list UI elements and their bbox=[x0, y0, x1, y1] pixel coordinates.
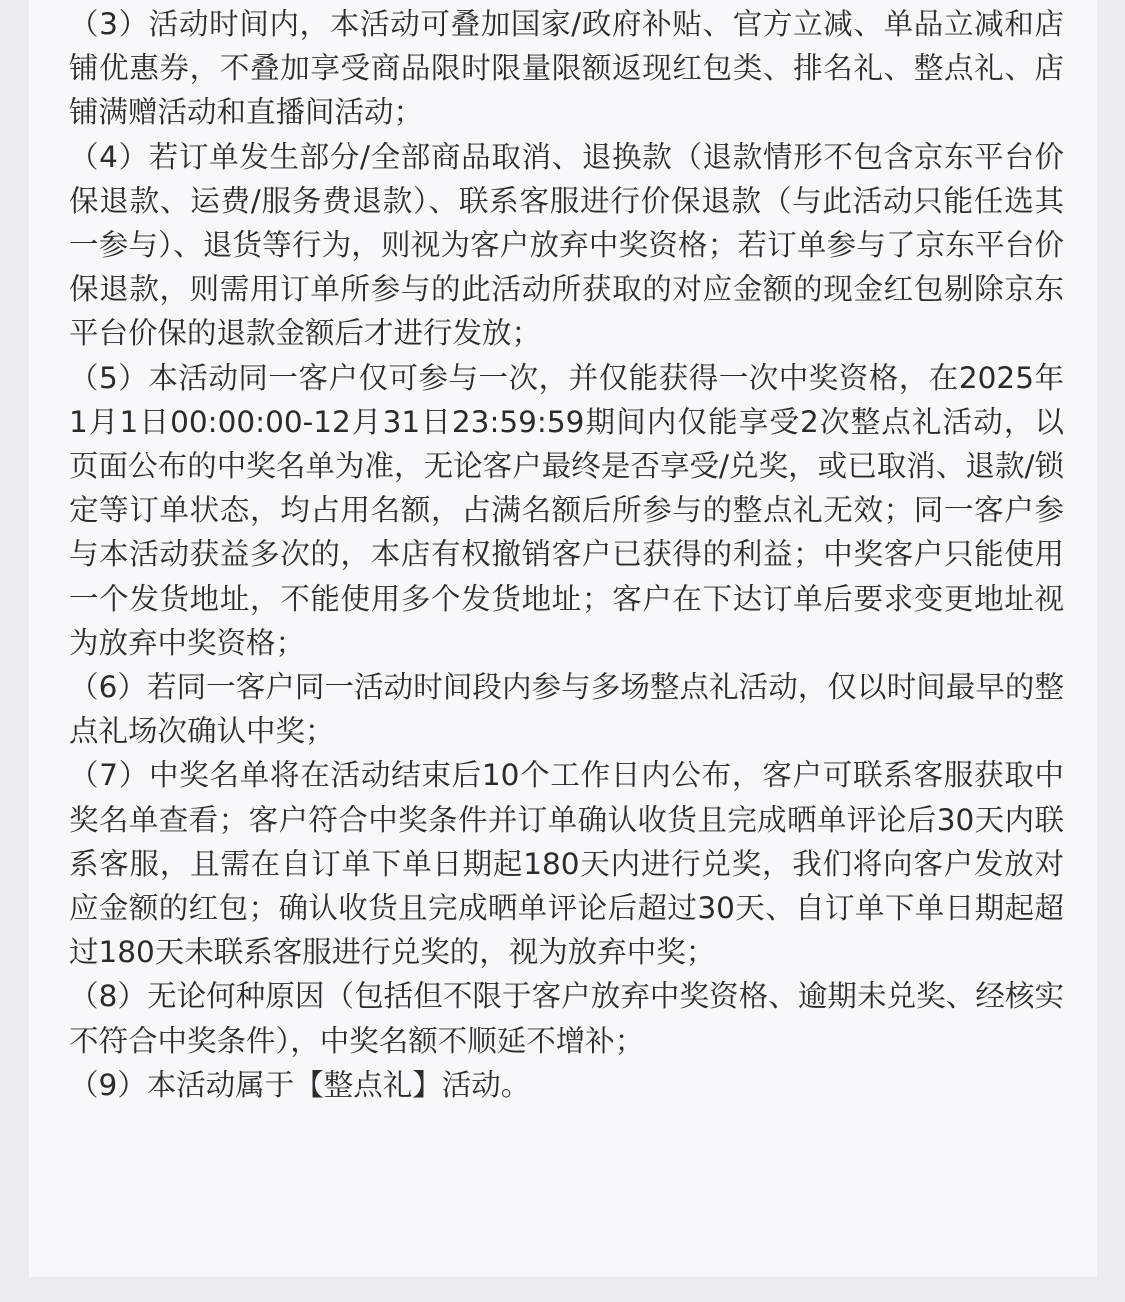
rule-item-8: （8）无论何种原因（包括但不限于客户放弃中奖资格、逾期未兑奖、经核实不符合中奖条件），中奖名额不顺延不增补； bbox=[69, 979, 1064, 1058]
rule-item-7: （7）中奖名单将在活动结束后10个工作日内公布，客户可联系客服获取中奖名单查看；客户符合中奖条件并订单确认收货且完成晒单评论后30天内联系客服，且需在自订单下单日期起180天内进行兑奖，我们将向客户发放对应金额的红包；确认收货且完成晒单评论后超过30天、自订单下单日期起超过180天未联系客服进行兑奖的，视为放弃中奖； bbox=[69, 758, 1064, 970]
rule-item-9: （9）本活动属于【整点礼】活动。 bbox=[69, 1067, 531, 1102]
rule-item-3: （3）活动时间内，本活动可叠加国家/政府补贴、官方立减、单品立减和店铺优惠券，不叠加享受商品限时限量限额返现红包类、排名礼、整点礼、店铺满赠活动和直播间活动； bbox=[69, 7, 1064, 130]
rule-item-6: （6）若同一客户同一活动时间段内参与多场整点礼活动，仅以时间最早的整点礼场次确认中奖； bbox=[69, 670, 1064, 749]
rules-card bbox=[29, 0, 1097, 1277]
rule-item-4: （4）若订单发生部分/全部商品取消、退换款（退款情形不包含京东平台价保退款、运费/服务费退款）、联系客服进行价保退款（与此活动只能任选其一参与）、退货等行为，则视为客户放弃中奖资格；若订单参与了京东平台价保退款，则需用订单所参与的此活动所获取的对应金额的现金红包剔除京东平台价保的退款金额后才进行发放； bbox=[69, 139, 1064, 351]
rule-item-5: （5）本活动同一客户仅可参与一次，并仅能获得一次中奖资格，在2025年1月1日00:00:00-12月31日23:59:59期间内仅能享受2次整点礼活动，以页面公布的中奖名单为准，无论客户最终是否享受/兑奖，或已取消、退款/锁定等订单状态，均占用名额，占满名额后所参与的整点礼无效；同一客户参与本活动获益多次的，本店有权撤销客户已获得的利益；中奖客户只能使用一个发货地址，不能使用多个发货地址；客户在下达订单后要求变更地址视为放弃中奖资格； bbox=[69, 360, 1064, 660]
rules-text bbox=[69, 2, 1064, 1107]
